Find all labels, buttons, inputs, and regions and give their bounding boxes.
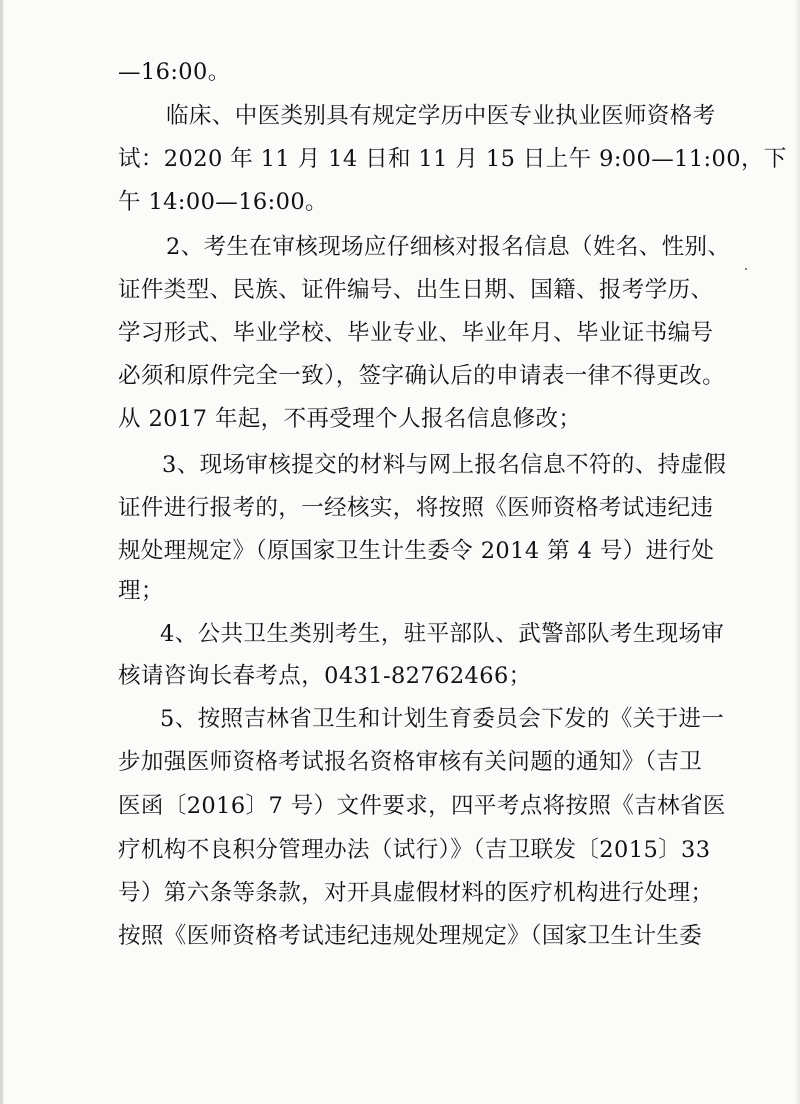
- text-line: 3、现场审核提交的材料与网上报名信息不符的、持虚假: [162, 452, 727, 478]
- text-line: 步加强医师资格考试报名资格审核有关问题的通知》（吉卫: [118, 749, 703, 775]
- text-line: 必须和原件完全一致），签字确认后的申请表一律不得更改。: [118, 363, 726, 389]
- text-line: 证件类型、民族、证件编号、出生日期、国籍、报考学历、: [118, 277, 714, 303]
- text-line: 规处理规定》（原国家卫生计生委令 2014 第 4 号）进行处: [118, 538, 715, 564]
- text-line: 午 14:00—16:00。: [118, 189, 328, 215]
- text-line: 从 2017 年起，不再受理个人报名信息修改；: [118, 406, 582, 432]
- text-line: 学习形式、毕业学校、毕业专业、毕业年月、毕业证书编号: [118, 320, 714, 346]
- text-line: 试：2020 年 11 月 14 日和 11 月 15 日上午 9:00—11:00，下: [118, 146, 787, 172]
- text-line: 临床、中医类别具有规定学历中医专业执业医师资格考: [166, 103, 716, 129]
- text-line: 医函〔2016〕7 号）文件要求，四平考点将按照《吉林省医: [118, 793, 726, 819]
- text-line: 2、考生在审核现场应仔细核对报名信息（姓名、性别、: [166, 234, 731, 260]
- text-line: 号）第六条等条款，对开具虚假材料的医疗机构进行处理；: [118, 880, 714, 906]
- text-line: 5、按照吉林省卫生和计划生育委员会下发的《关于进一: [160, 706, 725, 732]
- text-line: 证件进行报考的，一经核实，将按照《医师资格考试违纪违: [118, 495, 714, 521]
- text-line: 按照《医师资格考试违纪违规处理规定》（国家卫生计生委: [118, 923, 703, 949]
- text-line: 核请咨询长春考点，0431-82762466；: [118, 663, 532, 689]
- scan-speck: [745, 268, 747, 270]
- text-line: 疗机构不良积分管理办法（试行）》（吉卫联发〔2015〕33: [118, 837, 711, 863]
- text-line: 4、公共卫生类别考生，驻平部队、武警部队考生现场审: [160, 621, 725, 647]
- text-line: —16:00。: [118, 59, 231, 85]
- text-line: 理；: [118, 578, 164, 604]
